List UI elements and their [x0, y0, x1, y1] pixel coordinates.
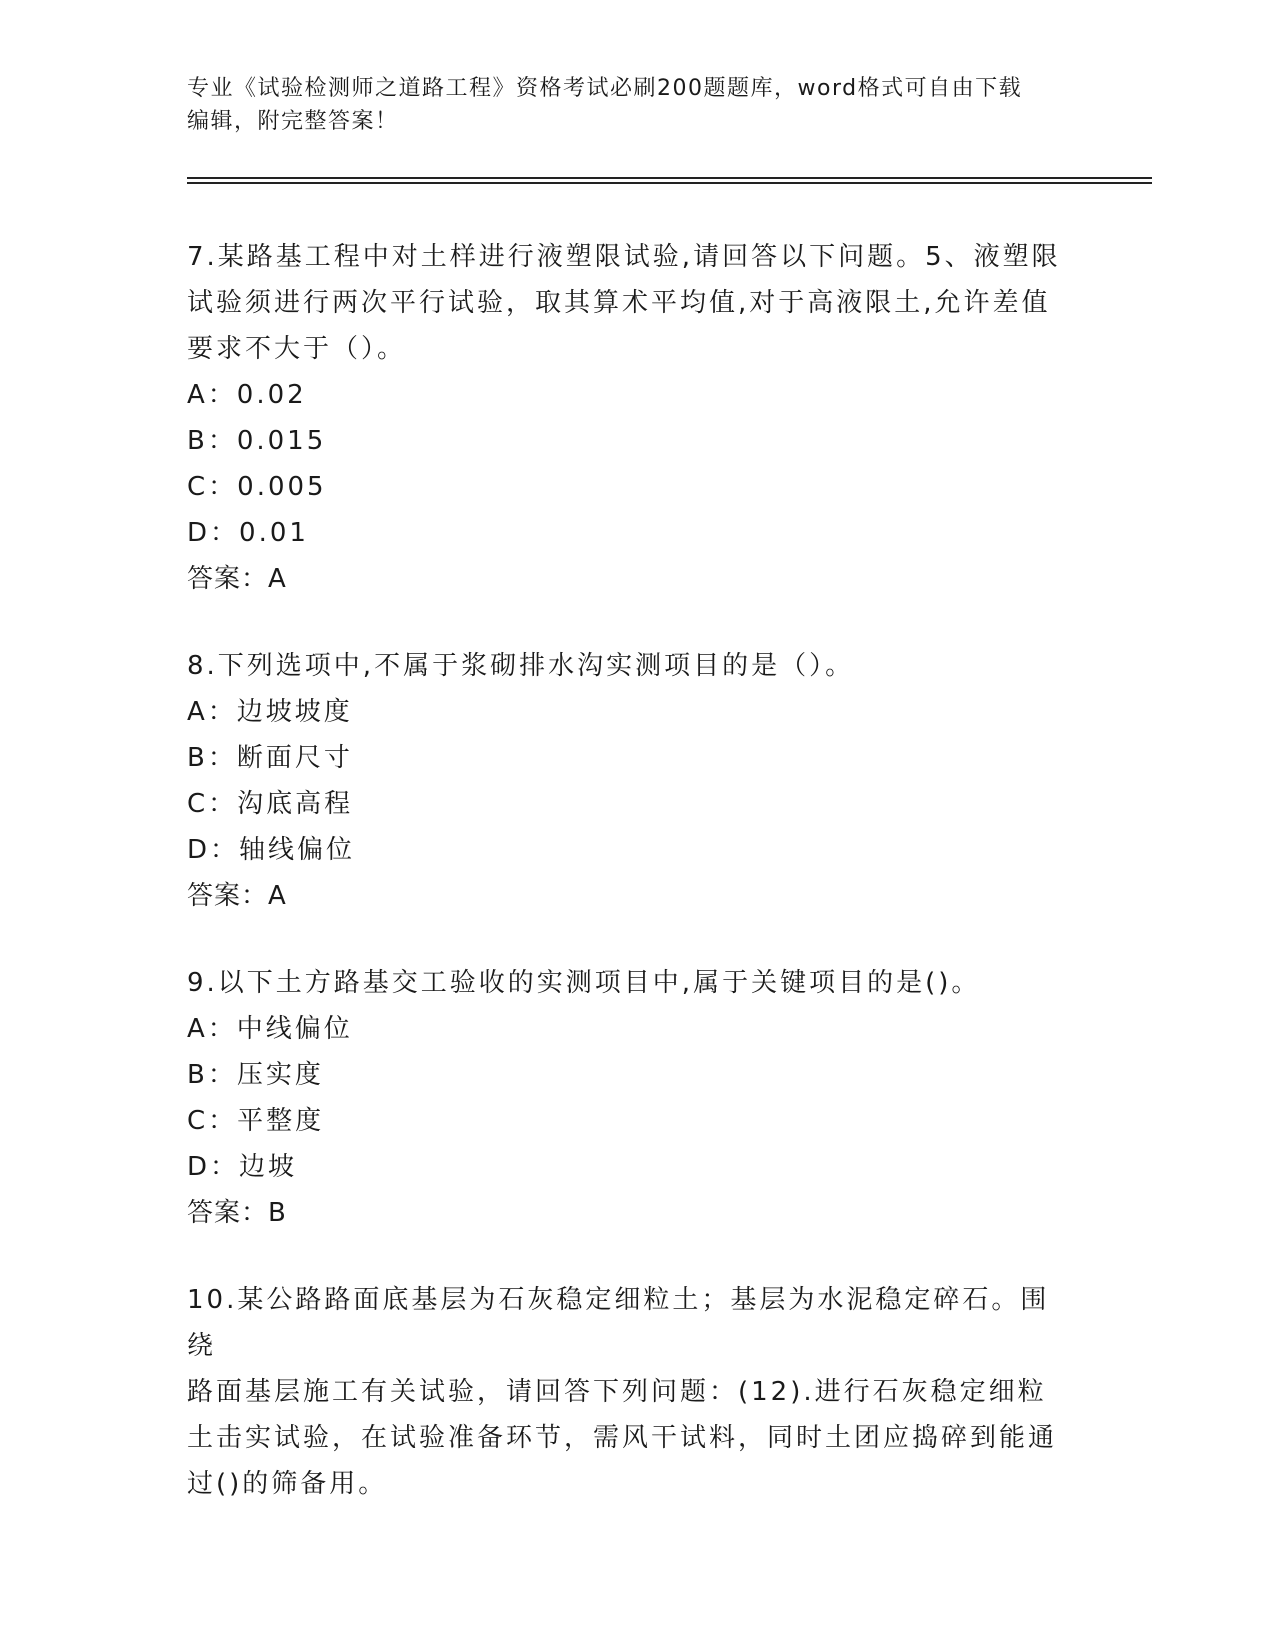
question-8: [187, 643, 1067, 919]
question-list: [187, 234, 1067, 1548]
question-text: [187, 234, 1067, 372]
question-7: [187, 234, 1067, 602]
option-c: C：平整度: [187, 1106, 325, 1136]
question-text-line: 7.某路基工程中对土样进行液塑限试验,请回答以下问题。5、液塑限: [187, 242, 1061, 272]
answer: 答案：B: [187, 1198, 287, 1228]
document-header: [187, 72, 1067, 138]
answer: 答案：A: [187, 881, 287, 911]
option-a: A：中线偏位: [187, 1014, 353, 1044]
question-text-line: 10.某公路路面底基层为石灰稳定细粒土；基层为水泥稳定碎石。围绕: [187, 1285, 1050, 1361]
question-text-line: 路面基层施工有关试验，请回答下列问题：(12).进行石灰稳定细粒: [187, 1377, 1047, 1407]
question-text-line: 8.下列选项中,不属于浆砌排水沟实测项目的是（）。: [187, 651, 855, 681]
question-9: [187, 960, 1067, 1236]
option-d: D：边坡: [187, 1152, 298, 1182]
option-a: A：边坡坡度: [187, 697, 353, 727]
header-divider-top: [187, 177, 1152, 179]
question-text: [187, 960, 1067, 1006]
question-10: [187, 1277, 1067, 1507]
header-divider-bottom: [187, 182, 1152, 184]
option-d: D：0.01: [187, 518, 309, 548]
question-text-line: 过()的筛备用。: [187, 1469, 388, 1499]
option-b: B：0.015: [187, 426, 327, 456]
answer: 答案：A: [187, 564, 287, 594]
option-c: C：0.005: [187, 472, 327, 502]
question-text-line: 要求不大于（）。: [187, 334, 407, 364]
option-b: B：断面尺寸: [187, 743, 353, 773]
question-text-line: 9.以下土方路基交工验收的实测项目中,属于关键项目的是()。: [187, 968, 981, 998]
header-line-1: 专业《试验检测师之道路工程》资格考试必刷200题题库，word格式可自由下载: [187, 76, 1023, 101]
question-text: [187, 1277, 1067, 1507]
question-text-line: 试验须进行两次平行试验，取其算术平均值,对于高液限土,允许差值: [187, 288, 1051, 318]
option-c: C：沟底高程: [187, 789, 354, 819]
option-b: B：压实度: [187, 1060, 324, 1090]
question-text: [187, 643, 1067, 689]
option-a: A：0.02: [187, 380, 307, 410]
question-text-line: 土击实试验，在试验准备环节，需风干试料，同时土团应捣碎到能通: [187, 1423, 1058, 1453]
header-line-2: 编辑，附完整答案！: [187, 109, 399, 134]
option-d: D：轴线偏位: [187, 835, 356, 865]
